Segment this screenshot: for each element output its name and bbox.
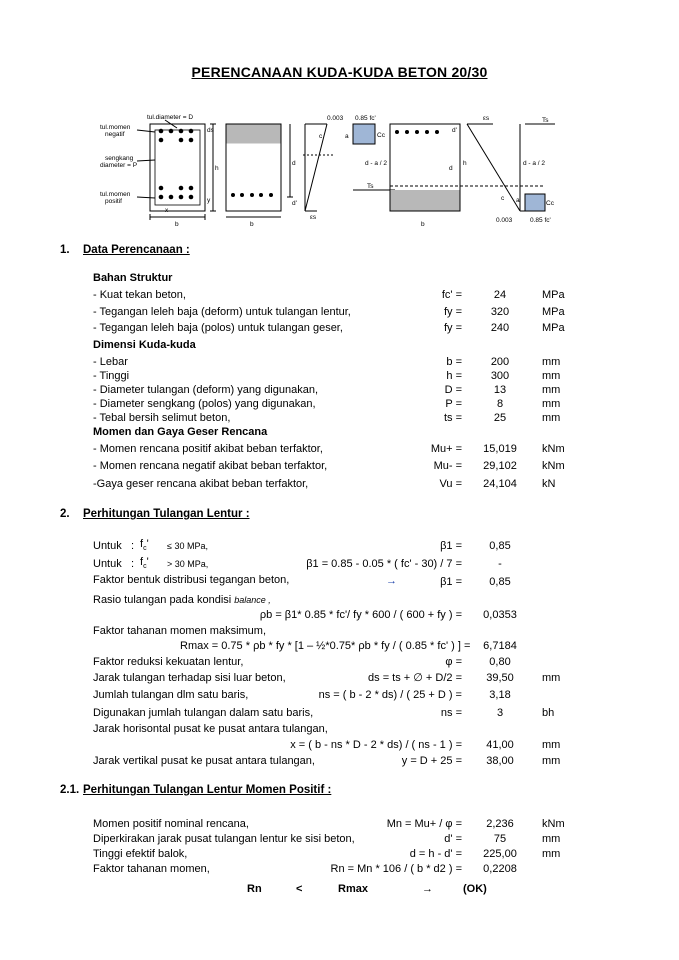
d-formula: d = h - d' = <box>409 848 462 860</box>
svg-text:tul.momen: tul.momen <box>100 191 131 198</box>
phi-symbol: φ = <box>445 656 462 668</box>
param-unit: kN <box>542 478 556 490</box>
beta1-value-1: 0,85 <box>489 540 511 552</box>
svg-text:d: d <box>449 165 453 172</box>
condition-2: > 30 MPa, <box>167 559 209 569</box>
param-label: - Tinggi <box>93 370 130 382</box>
d-label: Tinggi efektif balok, <box>93 848 188 860</box>
param-value: 25 <box>493 412 507 424</box>
ds-value: 39,50 <box>486 672 514 684</box>
ds-label: Jarak tulangan terhadap sisi luar beton, <box>93 672 286 684</box>
rho-b-formula: ρb = β1* 0.85 * fc'/ fy * 600 / ( 600 + fy ) = <box>259 609 462 621</box>
param-symbol: Mu- = <box>433 460 462 472</box>
param-symbol: h = <box>446 370 462 382</box>
x-unit: mm <box>542 739 561 751</box>
svg-text:y: y <box>207 197 211 204</box>
compression-zone-top <box>227 125 281 144</box>
svg-text:0.003: 0.003 <box>327 115 344 122</box>
param-value: 320 <box>490 306 510 318</box>
param-unit: kNm <box>542 460 565 472</box>
dp-symbol: d' = <box>444 833 462 845</box>
x-label: Jarak horisontal pusat ke pusat antara tulangan, <box>93 723 328 735</box>
param-unit: mm <box>542 356 561 368</box>
group-bahan-struktur: Bahan Struktur <box>93 272 173 284</box>
param-unit: MPa <box>542 322 565 334</box>
section-2-number: 2. <box>60 508 70 520</box>
param-label: - Momen rencana positif akibat beban terfaktor, <box>93 443 323 455</box>
rho-b-value: 0,0353 <box>483 609 517 621</box>
compare-rn: Rn <box>247 883 262 895</box>
y-label: Jarak vertikal pusat ke pusat antara tulangan, <box>93 755 315 767</box>
param-value: 24 <box>493 289 507 301</box>
svg-text:diameter = P: diameter = P <box>100 162 138 169</box>
page-title: PERENCANAAN KUDA-KUDA BETON 20/30 <box>191 64 488 80</box>
param-symbol: fy = <box>443 306 462 318</box>
param-label: - Tebal bersih selimut beton, <box>93 412 231 424</box>
balance-text: balance , <box>234 595 271 605</box>
compare-rmax: Rmax <box>338 883 368 895</box>
ds-formula: ds = ts + ∅ + D/2 = <box>368 672 462 684</box>
svg-text:ds: ds <box>207 127 214 134</box>
beta1-value-2: - <box>498 558 502 570</box>
svg-text:h: h <box>463 160 467 167</box>
rn-formula: Rn = Mn * 106 / ( b * d2 ) = <box>330 863 462 875</box>
fc-symbol-2: $f_c'$ <box>140 556 149 571</box>
beta1-value-3: 0,85 <box>489 576 511 588</box>
rmax-formula: Rmax = 0.75 * ρb * fy * [1 – ½*0.75* ρb * fy / ( 0.85 * fc' ) ] = <box>180 640 471 652</box>
beta1-symbol-3: β1 = <box>440 576 462 588</box>
param-value: 15,019 <box>483 443 517 455</box>
untuk-label-1: Untuk <box>93 540 122 552</box>
param-unit: MPa <box>542 306 565 318</box>
svg-text:d: d <box>292 160 296 167</box>
svg-text:c: c <box>319 133 323 140</box>
svg-text:positif: positif <box>105 198 122 205</box>
dp-label: Diperkirakan jarak pusat tulangan lentur ke sisi beton, <box>93 833 355 845</box>
svg-text:a: a <box>516 197 520 204</box>
arrow-icon: → <box>386 575 397 587</box>
svg-text:0.85 fc': 0.85 fc' <box>530 217 551 224</box>
rmax-value: 6,7184 <box>483 640 517 652</box>
ns2-value: 3 <box>496 707 504 719</box>
param-value: 29,102 <box>483 460 517 472</box>
ns-label: Jumlah tulangan dlm satu baris, <box>93 689 249 701</box>
compression-zone-bottom <box>391 190 460 211</box>
y-unit: mm <box>542 755 561 767</box>
param-unit: mm <box>542 398 561 410</box>
svg-text:tul.momen: tul.momen <box>100 124 131 131</box>
rn-label: Faktor tahanan momen, <box>93 863 210 875</box>
condition-1: ≤ 30 MPa, <box>167 541 208 551</box>
mn-value: 2,236 <box>486 818 514 830</box>
mn-unit: kNm <box>542 818 565 830</box>
param-symbol: D = <box>444 384 462 396</box>
rasio-text: Rasio tulangan pada kondisi <box>93 594 232 606</box>
param-label: - Tegangan leleh baja (polos) untuk tulangan geser, <box>93 322 343 334</box>
mn-label: Momen positif nominal rencana, <box>93 818 249 830</box>
param-symbol: P = <box>445 398 462 410</box>
phi-label: Faktor reduksi kekuatan lentur, <box>93 656 244 668</box>
svg-text:d': d' <box>292 200 297 207</box>
rn-value: 0,2208 <box>483 863 517 875</box>
compare-operator: < <box>296 883 303 895</box>
ns-formula: ns = ( b - 2 * ds) / ( 25 + D ) = <box>318 689 462 701</box>
ns2-unit: bh <box>542 707 555 719</box>
colon-1: : <box>131 540 135 552</box>
section-2-heading: Perhitungan Tulangan Lentur : <box>83 508 250 520</box>
ns2-label: Digunakan jumlah tulangan dalam satu baris, <box>93 707 314 719</box>
param-unit: MPa <box>542 289 565 301</box>
svg-text:Cc: Cc <box>377 132 385 139</box>
mn-formula: Mn = Mu+ / φ = <box>386 818 462 830</box>
section-1-heading: Data Perencanaan : <box>83 244 190 256</box>
x-formula: x = ( b - ns * D - 2 * ds) / ( ns - 1 ) = <box>290 739 462 751</box>
dp-unit: mm <box>542 833 561 845</box>
colon-2: : <box>131 558 135 570</box>
param-symbol: b = <box>446 356 462 368</box>
beta1-symbol-1: β1 = <box>440 540 462 552</box>
svg-text:d': d' <box>452 127 457 134</box>
param-symbol: ts = <box>443 412 462 424</box>
section-1-number: 1. <box>60 244 70 256</box>
beta1-formula: β1 = 0.85 - 0.05 * ( fc' - 30) / 7 = <box>306 558 462 570</box>
param-unit: mm <box>542 384 561 396</box>
param-value: 240 <box>490 322 510 334</box>
rasio-label <box>93 594 271 607</box>
phi-value: 0,80 <box>489 656 511 668</box>
section-21-heading: Perhitungan Tulangan Lentur Momen Positif : <box>83 784 332 796</box>
param-value: 200 <box>490 356 510 368</box>
stress-block-bottom <box>526 195 545 211</box>
svg-text:x: x <box>165 207 169 214</box>
stress-block-top <box>354 125 375 144</box>
dp-value: 75 <box>493 833 507 845</box>
faktor-tahanan-max-label: Faktor tahanan momen maksimum, <box>93 625 267 637</box>
untuk-label-2: Untuk <box>93 558 122 570</box>
param-value: 300 <box>490 370 510 382</box>
svg-text:0.003: 0.003 <box>496 217 513 224</box>
param-label: - Diameter sengkang (polos) yang digunakan, <box>93 398 316 410</box>
compare-arrow-icon: → <box>422 883 433 895</box>
compare-result: (OK) <box>463 883 487 895</box>
param-value: 8 <box>496 398 504 410</box>
param-symbol: Vu = <box>439 478 462 490</box>
svg-text:εs: εs <box>310 214 317 221</box>
svg-text:tul.diameter = D: tul.diameter = D <box>147 114 194 121</box>
param-symbol: fy = <box>443 322 462 334</box>
group-dimensi: Dimensi Kuda-kuda <box>93 339 196 351</box>
param-value: 24,104 <box>483 478 517 490</box>
beam-section-outline <box>150 124 205 211</box>
svg-text:negatif: negatif <box>105 131 125 138</box>
param-unit: kNm <box>542 443 565 455</box>
param-label: - Kuat tekan beton, <box>93 289 186 301</box>
svg-text:h: h <box>215 165 219 172</box>
x-value: 41,00 <box>486 739 514 751</box>
param-symbol: Mu+ = <box>430 443 462 455</box>
param-unit: mm <box>542 370 561 382</box>
svg-text:sengkang: sengkang <box>105 155 134 162</box>
param-label: -Gaya geser rencana akibat beban terfaktor, <box>93 478 309 490</box>
param-symbol: fc' = <box>441 289 462 301</box>
param-label: - Tegangan leleh baja (deform) untuk tulangan lentur, <box>93 306 351 318</box>
svg-text:Ts: Ts <box>542 117 549 124</box>
param-unit: mm <box>542 412 561 424</box>
fc-symbol-1: $f_c'$ <box>140 538 149 553</box>
svg-text:Cc: Cc <box>546 200 554 207</box>
svg-text:εs: εs <box>483 115 490 122</box>
d-unit: mm <box>542 848 561 860</box>
param-label: - Momen rencana negatif akibat beban terfaktor, <box>93 460 328 472</box>
svg-text:b: b <box>421 221 425 228</box>
ns2-symbol: ns = <box>440 707 462 719</box>
svg-text:c: c <box>501 195 505 202</box>
param-value: 13 <box>493 384 507 396</box>
d-value: 225,00 <box>483 848 517 860</box>
svg-text:d - a / 2: d - a / 2 <box>523 160 546 167</box>
ds-unit: mm <box>542 672 561 684</box>
svg-text:0.85 fc': 0.85 fc' <box>355 115 376 122</box>
beam-cross-section-diagram <box>95 110 555 228</box>
svg-text:d - a / 2: d - a / 2 <box>365 160 388 167</box>
param-label: - Diameter tulangan (deform) yang digunakan, <box>93 384 319 396</box>
svg-text:b: b <box>250 221 254 228</box>
y-value: 38,00 <box>486 755 514 767</box>
y-formula: y = D + 25 = <box>401 755 462 767</box>
section-21-number: 2.1. <box>60 784 80 796</box>
group-momen-geser: Momen dan Gaya Geser Rencana <box>93 426 268 438</box>
faktor-bentuk-label: Faktor bentuk distribusi tegangan beton, <box>93 574 290 586</box>
svg-text:b: b <box>175 221 179 228</box>
svg-text:a: a <box>345 133 349 140</box>
svg-text:Ts: Ts <box>367 183 374 190</box>
ns-value: 3,18 <box>489 689 511 701</box>
param-label: - Lebar <box>93 356 128 368</box>
